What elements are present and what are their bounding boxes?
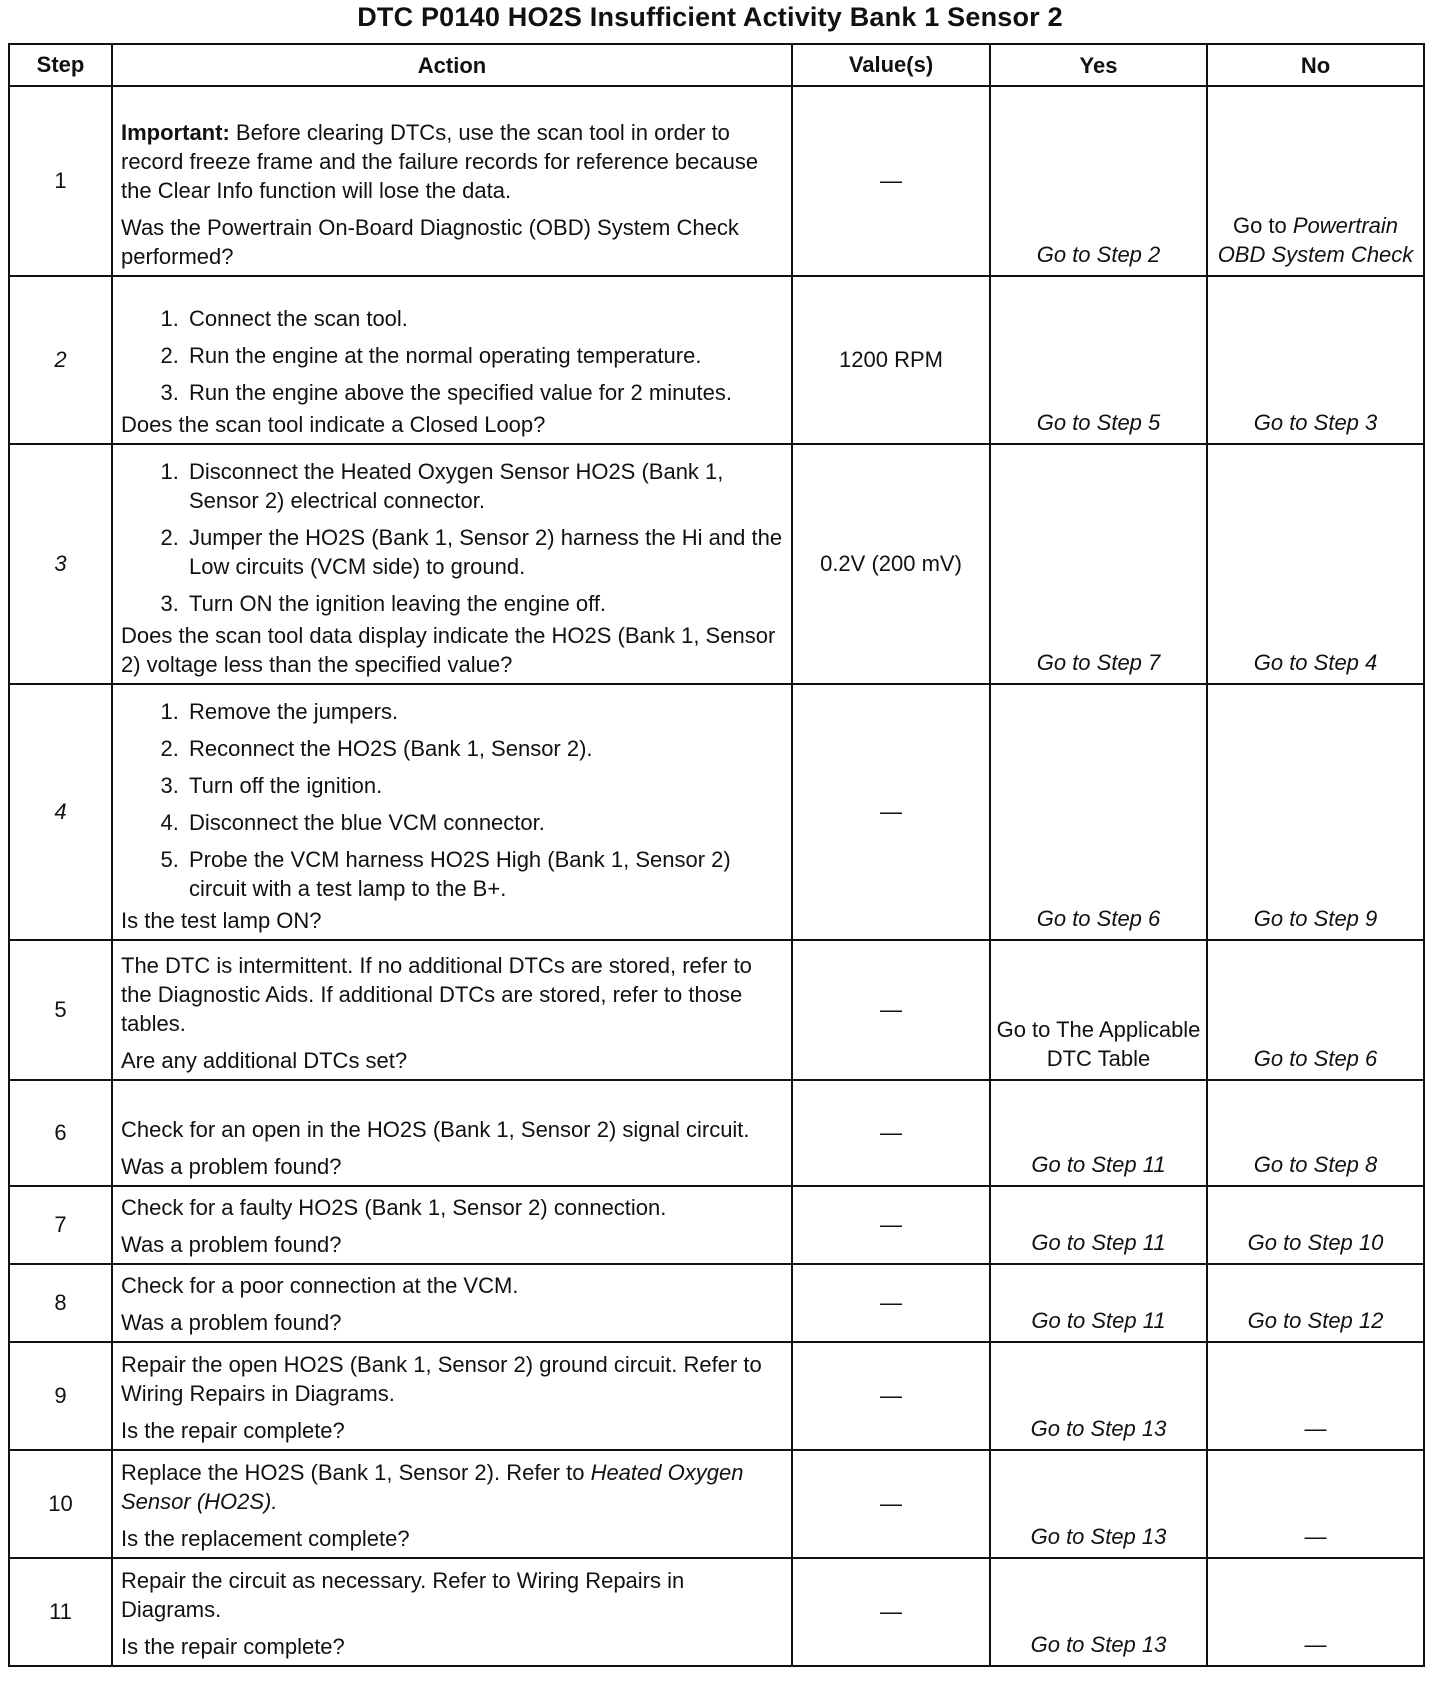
value-cell: — <box>792 1558 990 1666</box>
no-cell: Go to Step 10 <box>1207 1186 1424 1264</box>
yes-cell: Go to Step 6 <box>990 684 1207 940</box>
value-cell: — <box>792 684 990 940</box>
action-question: Does the scan tool data display indicate the HO2S (Bank 1, Sensor 2) voltage less than the specified value? <box>121 623 776 677</box>
action-cell <box>112 1186 792 1264</box>
no-cell: Go to Step 8 <box>1207 1080 1424 1186</box>
no-cell: Go to Step 9 <box>1207 684 1424 940</box>
action-steps <box>121 697 785 903</box>
value-cell: — <box>792 940 990 1080</box>
header-no: No <box>1207 44 1424 86</box>
header-action: Action <box>112 44 792 86</box>
value-cell: — <box>792 86 990 276</box>
yes-cell: Go to Step 5 <box>990 276 1207 444</box>
action-question: Was a problem found? <box>121 1232 342 1257</box>
action-text: Repair the open HO2S (Bank 1, Sensor 2) ground circuit. Refer to Wiring Repairs in Diagrams. <box>121 1352 762 1406</box>
action-question: Is the repair complete? <box>121 1634 345 1659</box>
action-cell <box>112 276 792 444</box>
action-question: Was the Powertrain On-Board Diagnostic (OBD) System Check performed? <box>121 215 739 269</box>
no-link: Powertrain OBD System Check <box>1217 213 1414 267</box>
action-text: Check for a faulty HO2S (Bank 1, Sensor 2) connection. <box>121 1195 667 1220</box>
yes-cell: Go to Step 2 <box>990 86 1207 276</box>
text-prefix: Replace the HO2S (Bank 1, Sensor 2). Refer to <box>121 1460 591 1485</box>
action-cell <box>112 940 792 1080</box>
action-text: Repair the circuit as necessary. Refer to Wiring Repairs in Diagrams. <box>121 1568 685 1622</box>
value-cell: — <box>792 1080 990 1186</box>
page-title: DTC P0140 HO2S Insufficient Activity Bank 1 Sensor 2 <box>357 2 1063 32</box>
action-step: 3. Turn ON the ignition leaving the engine off. <box>185 589 785 618</box>
header-row <box>9 44 1424 86</box>
yes-cell: Go to Step 13 <box>990 1450 1207 1558</box>
action-step: 2. Jumper the HO2S (Bank 1, Sensor 2) harness the Hi and the Low circuits (VCM side) to ground. <box>185 523 785 581</box>
step-number: 4 <box>9 684 112 940</box>
diagnostic-table <box>8 43 1425 1667</box>
important-text: Before clearing DTCs, use the scan tool in order to record freeze frame and the failure records for reference because the Clear Info function will lose the data. <box>121 120 759 203</box>
action-step: 1. Disconnect the Heated Oxygen Sensor HO2S (Bank 1, Sensor 2) electrical connector. <box>185 457 785 515</box>
action-cell <box>112 1264 792 1342</box>
action-step: 4. Disconnect the blue VCM connector. <box>185 808 785 837</box>
no-cell: — <box>1207 1342 1424 1450</box>
action-step: 1. Connect the scan tool. <box>185 304 785 333</box>
step-number: 9 <box>9 1342 112 1450</box>
action-cell <box>112 86 792 276</box>
action-step: 2. Reconnect the HO2S (Bank 1, Sensor 2). <box>185 734 785 763</box>
header-step: Step <box>9 44 112 86</box>
action-question: Was a problem found? <box>121 1310 342 1335</box>
yes-cell: Go to Step 11 <box>990 1264 1207 1342</box>
action-cell <box>112 684 792 940</box>
action-step: 2. Run the engine at the normal operating temperature. <box>185 341 785 370</box>
no-cell: — <box>1207 1558 1424 1666</box>
no-prefix: Go to <box>1232 213 1293 238</box>
table-row <box>9 1342 1424 1450</box>
table-row <box>9 940 1424 1080</box>
action-question: Is the test lamp ON? <box>121 908 322 933</box>
yes-cell: Go to Step 7 <box>990 444 1207 684</box>
yes-cell: Go to Step 13 <box>990 1558 1207 1666</box>
step-number: 8 <box>9 1264 112 1342</box>
action-step: 1. Remove the jumpers. <box>185 697 785 726</box>
table-row <box>9 1558 1424 1666</box>
important-label: Important: <box>121 120 230 145</box>
step-number: 1 <box>9 86 112 276</box>
action-question: Are any additional DTCs set? <box>121 1048 408 1073</box>
action-steps <box>121 304 785 407</box>
action-important <box>121 118 785 205</box>
table-row <box>9 276 1424 444</box>
header-yes: Yes <box>990 44 1207 86</box>
yes-cell: Go to Step 11 <box>990 1186 1207 1264</box>
action-question: Does the scan tool indicate a Closed Loop? <box>121 412 546 437</box>
value-cell: — <box>792 1264 990 1342</box>
table-row <box>9 1186 1424 1264</box>
table-row <box>9 1080 1424 1186</box>
step-number: 3 <box>9 444 112 684</box>
text-reference: Heated Oxygen Sensor (HO2S). <box>121 1460 744 1514</box>
action-step: 3. Run the engine above the specified value for 2 minutes. <box>185 378 785 407</box>
action-question: Was a problem found? <box>121 1154 342 1179</box>
table-row <box>9 86 1424 276</box>
action-text: Check for a poor connection at the VCM. <box>121 1273 519 1298</box>
step-number: 6 <box>9 1080 112 1186</box>
value-cell: 1200 RPM <box>792 276 990 444</box>
action-cell <box>112 1342 792 1450</box>
step-number: 5 <box>9 940 112 1080</box>
yes-cell: Go to The Applicable DTC Table <box>990 940 1207 1080</box>
value-cell: — <box>792 1342 990 1450</box>
action-cell <box>112 1558 792 1666</box>
no-cell: Go to Step 3 <box>1207 276 1424 444</box>
action-question: Is the repair complete? <box>121 1418 345 1443</box>
no-cell: — <box>1207 1450 1424 1558</box>
table-row <box>9 1264 1424 1342</box>
step-number: 2 <box>9 276 112 444</box>
action-cell <box>112 444 792 684</box>
table-row <box>9 1450 1424 1558</box>
value-cell: — <box>792 1186 990 1264</box>
action-text <box>121 1458 785 1516</box>
header-values: Value(s) <box>792 44 990 86</box>
action-cell <box>112 1080 792 1186</box>
action-text: The DTC is intermittent. If no additional DTCs are stored, refer to the Diagnostic Aids. If additional DTCs are stored, refer to those tables. <box>121 953 752 1036</box>
step-number: 11 <box>9 1558 112 1666</box>
no-cell: Go to Step 4 <box>1207 444 1424 684</box>
action-cell <box>112 1450 792 1558</box>
no-cell <box>1207 86 1424 276</box>
yes-cell: Go to Step 13 <box>990 1342 1207 1450</box>
value-cell: — <box>792 1450 990 1558</box>
value-cell: 0.2V (200 mV) <box>792 444 990 684</box>
action-step: 5. Probe the VCM harness HO2S High (Bank 1, Sensor 2) circuit with a test lamp to the B+. <box>185 845 785 903</box>
no-cell: Go to Step 6 <box>1207 940 1424 1080</box>
table-row <box>9 684 1424 940</box>
action-text: Check for an open in the HO2S (Bank 1, Sensor 2) signal circuit. <box>121 1117 750 1142</box>
no-cell: Go to Step 12 <box>1207 1264 1424 1342</box>
yes-cell: Go to Step 11 <box>990 1080 1207 1186</box>
table-row <box>9 444 1424 684</box>
step-number: 7 <box>9 1186 112 1264</box>
action-step: 3. Turn off the ignition. <box>185 771 785 800</box>
step-number: 10 <box>9 1450 112 1558</box>
action-steps <box>121 457 785 618</box>
action-question: Is the replacement complete? <box>121 1526 410 1551</box>
